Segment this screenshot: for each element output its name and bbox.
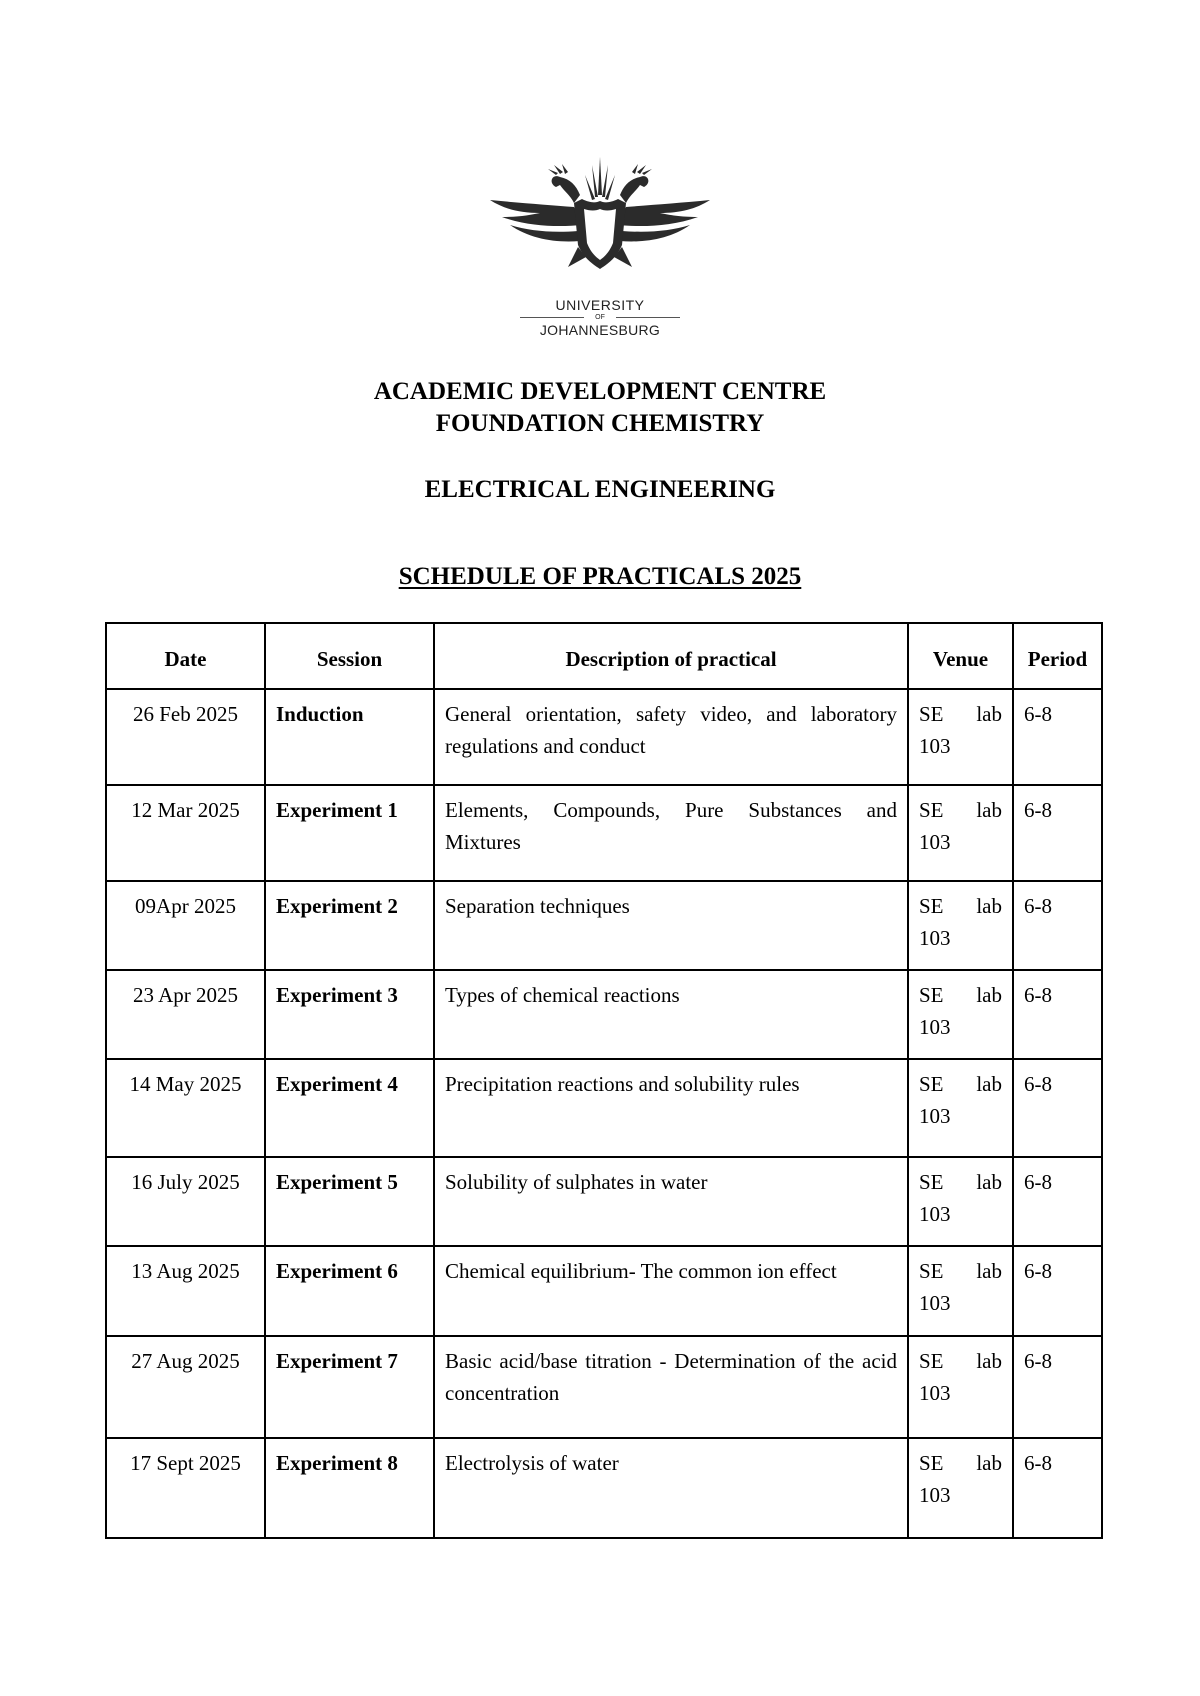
university-logo bbox=[490, 155, 710, 275]
column-header-description: Description of practical bbox=[434, 623, 908, 689]
centre-heading: ACADEMIC DEVELOPMENT CENTRE bbox=[373, 378, 827, 405]
cell-date: 09Apr 2025 bbox=[106, 881, 265, 970]
cell-session: Experiment 1 bbox=[265, 785, 434, 881]
cell-period: 6-8 bbox=[1013, 1157, 1102, 1246]
table-row bbox=[106, 970, 1102, 1059]
cell-description: Elements, Compounds, Pure Substances and Mixtures bbox=[434, 785, 908, 881]
table-row bbox=[106, 881, 1102, 970]
cell-description: Separation techniques bbox=[434, 881, 908, 970]
university-of-johannesburg-crest-icon bbox=[490, 155, 710, 275]
cell-venue: SE lab 103 bbox=[908, 1059, 1013, 1157]
cell-description: Types of chemical reactions bbox=[434, 970, 908, 1059]
cell-date: 16 July 2025 bbox=[106, 1157, 265, 1246]
cell-session: Experiment 4 bbox=[265, 1059, 434, 1157]
table-row bbox=[106, 1438, 1102, 1538]
cell-description: Solubility of sulphates in water bbox=[434, 1157, 908, 1246]
cell-description: Chemical equilibrium- The common ion effect bbox=[434, 1246, 908, 1336]
cell-date: 14 May 2025 bbox=[106, 1059, 265, 1157]
cell-session: Experiment 2 bbox=[265, 881, 434, 970]
cell-venue: SE lab 103 bbox=[908, 1438, 1013, 1538]
cell-session: Experiment 7 bbox=[265, 1336, 434, 1438]
table-row bbox=[106, 1246, 1102, 1336]
cell-period: 6-8 bbox=[1013, 1059, 1102, 1157]
cell-date: 13 Aug 2025 bbox=[106, 1246, 265, 1336]
cell-description: Basic acid/base titration - Determination of the acid concentration bbox=[434, 1336, 908, 1438]
cell-date: 27 Aug 2025 bbox=[106, 1336, 265, 1438]
cell-period: 6-8 bbox=[1013, 881, 1102, 970]
column-header-session: Session bbox=[265, 623, 434, 689]
table-row bbox=[106, 1059, 1102, 1157]
cell-venue: SE lab 103 bbox=[908, 970, 1013, 1059]
cell-date: 23 Apr 2025 bbox=[106, 970, 265, 1059]
schedule-title: SCHEDULE OF PRACTICALS 2025 bbox=[398, 563, 802, 590]
cell-venue: SE lab 103 bbox=[908, 1157, 1013, 1246]
cell-venue: SE lab 103 bbox=[908, 1336, 1013, 1438]
table-row bbox=[106, 1157, 1102, 1246]
cell-period: 6-8 bbox=[1013, 1246, 1102, 1336]
table-header-row bbox=[106, 623, 1102, 689]
cell-description: General orientation, safety video, and laboratory regulations and conduct bbox=[434, 689, 908, 785]
university-wordmark bbox=[520, 297, 680, 338]
cell-period: 6-8 bbox=[1013, 970, 1102, 1059]
cell-date: 17 Sept 2025 bbox=[106, 1438, 265, 1538]
cell-session: Experiment 6 bbox=[265, 1246, 434, 1336]
cell-period: 6-8 bbox=[1013, 689, 1102, 785]
cell-session: Induction bbox=[265, 689, 434, 785]
cell-session: Experiment 5 bbox=[265, 1157, 434, 1246]
cell-period: 6-8 bbox=[1013, 785, 1102, 881]
cell-description: Precipitation reactions and solubility rules bbox=[434, 1059, 908, 1157]
cell-session: Experiment 8 bbox=[265, 1438, 434, 1538]
table-row bbox=[106, 785, 1102, 881]
practicals-schedule-table bbox=[105, 622, 1103, 1539]
cell-description: Electrolysis of water bbox=[434, 1438, 908, 1538]
cell-venue: SE lab 103 bbox=[908, 689, 1013, 785]
cell-venue: SE lab 103 bbox=[908, 1246, 1013, 1336]
cell-venue: SE lab 103 bbox=[908, 881, 1013, 970]
cell-date: 12 Mar 2025 bbox=[106, 785, 265, 881]
cell-session: Experiment 3 bbox=[265, 970, 434, 1059]
cell-venue: SE lab 103 bbox=[908, 785, 1013, 881]
department-heading: ELECTRICAL ENGINEERING bbox=[424, 476, 776, 503]
cell-date: 26 Feb 2025 bbox=[106, 689, 265, 785]
table-row bbox=[106, 1336, 1102, 1438]
subject-heading: FOUNDATION CHEMISTRY bbox=[435, 410, 765, 437]
table-row bbox=[106, 689, 1102, 785]
column-header-period: Period bbox=[1013, 623, 1102, 689]
cell-period: 6-8 bbox=[1013, 1438, 1102, 1538]
wordmark-line-university: UNIVERSITY bbox=[555, 297, 645, 313]
cell-period: 6-8 bbox=[1013, 1336, 1102, 1438]
wordmark-line-of: OF bbox=[520, 313, 680, 322]
column-header-venue: Venue bbox=[908, 623, 1013, 689]
column-header-date: Date bbox=[106, 623, 265, 689]
wordmark-line-johannesburg: JOHANNESBURG bbox=[539, 322, 661, 338]
